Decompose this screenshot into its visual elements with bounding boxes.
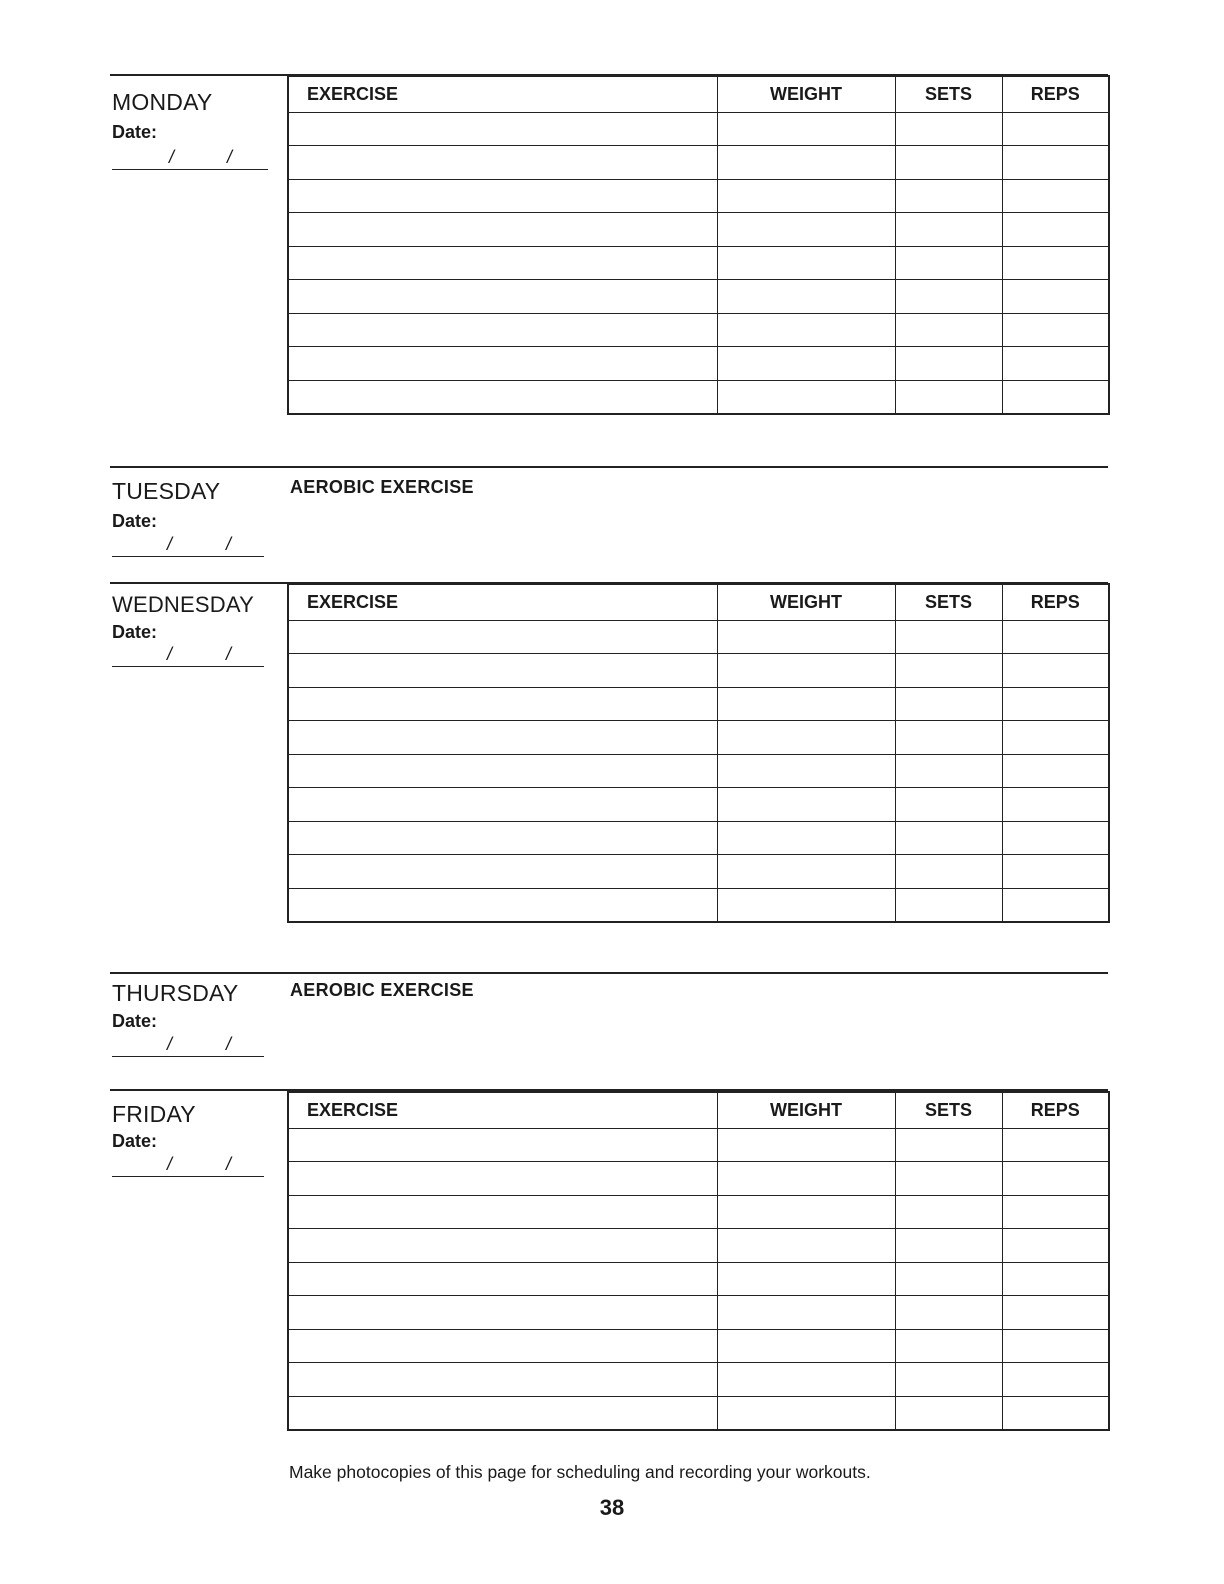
table-row	[288, 179, 1109, 213]
exercise-log-table	[287, 1091, 1110, 1431]
table-header-row	[288, 1092, 1109, 1128]
exercise-cell[interactable]	[288, 280, 717, 314]
weight-header: WEIGHT	[717, 76, 895, 112]
table-row	[288, 1296, 1109, 1330]
date-field[interactable]	[112, 147, 268, 170]
exercise-cell[interactable]	[288, 1229, 717, 1263]
exercise-cell[interactable]	[288, 1128, 717, 1162]
exercise-cell[interactable]	[288, 1195, 717, 1229]
table-row	[288, 1162, 1109, 1196]
date-slash: /	[226, 1034, 232, 1054]
reps-cell[interactable]	[1002, 888, 1109, 922]
date-slash: /	[167, 1154, 173, 1174]
reps-cell[interactable]	[1002, 1363, 1109, 1397]
table-header-row	[288, 76, 1109, 112]
weight-cell[interactable]	[717, 821, 895, 855]
date-slash: /	[227, 147, 233, 167]
exercise-cell[interactable]	[288, 246, 717, 280]
reps-cell[interactable]	[1002, 313, 1109, 347]
date-label: Date:	[112, 1131, 158, 1151]
sets-cell[interactable]	[895, 347, 1002, 381]
weight-cell[interactable]	[717, 1296, 895, 1330]
sets-cell[interactable]	[895, 313, 1002, 347]
exercise-cell[interactable]	[288, 347, 717, 381]
exercise-cell[interactable]	[288, 687, 717, 721]
table-row	[288, 1229, 1109, 1263]
table-row	[288, 213, 1109, 247]
sets-header: SETS	[895, 1092, 1002, 1128]
sets-cell[interactable]	[895, 821, 1002, 855]
monday-section	[110, 74, 1108, 434]
weight-cell[interactable]	[717, 146, 895, 180]
exercise-cell[interactable]	[288, 1329, 717, 1363]
exercise-cell[interactable]	[288, 888, 717, 922]
weight-cell[interactable]	[717, 721, 895, 755]
reps-cell[interactable]	[1002, 687, 1109, 721]
reps-cell[interactable]	[1002, 1396, 1109, 1430]
exercise-cell[interactable]	[288, 1262, 717, 1296]
date-slash: /	[169, 147, 175, 167]
sets-cell[interactable]	[895, 1162, 1002, 1196]
date-label: Date:	[112, 1011, 158, 1031]
date-label: Date:	[112, 511, 158, 531]
sets-cell[interactable]	[895, 855, 1002, 889]
reps-cell[interactable]	[1002, 754, 1109, 788]
weight-cell[interactable]	[717, 1363, 895, 1397]
wednesday-section	[110, 582, 1108, 942]
reps-cell[interactable]	[1002, 788, 1109, 822]
table-row	[288, 821, 1109, 855]
day-title: TUESDAY	[112, 478, 221, 504]
weight-cell[interactable]	[717, 313, 895, 347]
table-row	[288, 1262, 1109, 1296]
table-row	[288, 347, 1109, 381]
exercise-cell[interactable]	[288, 620, 717, 654]
table-row	[288, 246, 1109, 280]
exercise-cell[interactable]	[288, 213, 717, 247]
page-number: 38	[599, 1495, 625, 1520]
reps-cell[interactable]	[1002, 112, 1109, 146]
exercise-header: EXERCISE	[288, 584, 717, 620]
reps-cell[interactable]	[1002, 721, 1109, 755]
reps-cell[interactable]	[1002, 1128, 1109, 1162]
reps-header: REPS	[1002, 584, 1109, 620]
day-title: FRIDAY	[112, 1101, 196, 1127]
exercise-cell[interactable]	[288, 654, 717, 688]
table-row	[288, 146, 1109, 180]
table-row	[288, 788, 1109, 822]
photocopy-note: Make photocopies of this page for scheduling and recording your workouts.	[289, 1462, 871, 1482]
table-row	[288, 1128, 1109, 1162]
table-row	[288, 687, 1109, 721]
weight-cell[interactable]	[717, 855, 895, 889]
weight-cell[interactable]	[717, 754, 895, 788]
reps-cell[interactable]	[1002, 1229, 1109, 1263]
weight-cell[interactable]	[717, 1195, 895, 1229]
weight-header: WEIGHT	[717, 1092, 895, 1128]
section-rule	[110, 972, 1108, 974]
day-title: WEDNESDAY	[112, 592, 254, 617]
sets-cell[interactable]	[895, 1229, 1002, 1263]
sets-cell[interactable]	[895, 1296, 1002, 1330]
weight-cell[interactable]	[717, 1128, 895, 1162]
sets-cell[interactable]	[895, 1363, 1002, 1397]
exercise-cell[interactable]	[288, 146, 717, 180]
sets-header: SETS	[895, 584, 1002, 620]
date-slash: /	[226, 1154, 232, 1174]
date-slash: /	[167, 534, 173, 554]
date-label: Date:	[112, 622, 158, 642]
exercise-header: EXERCISE	[288, 76, 717, 112]
reps-cell[interactable]	[1002, 1162, 1109, 1196]
reps-cell[interactable]	[1002, 821, 1109, 855]
weight-cell[interactable]	[717, 1162, 895, 1196]
reps-cell[interactable]	[1002, 1262, 1109, 1296]
weight-cell[interactable]	[717, 246, 895, 280]
table-row	[288, 855, 1109, 889]
sets-cell[interactable]	[895, 1195, 1002, 1229]
exercise-cell[interactable]	[288, 754, 717, 788]
sets-cell[interactable]	[895, 280, 1002, 314]
exercise-cell[interactable]	[288, 855, 717, 889]
exercise-cell[interactable]	[288, 788, 717, 822]
sets-cell[interactable]	[895, 380, 1002, 414]
aerobic-exercise-label: AEROBIC EXERCISE	[290, 980, 474, 1000]
weight-cell[interactable]	[717, 654, 895, 688]
exercise-cell[interactable]	[288, 1396, 717, 1430]
exercise-cell[interactable]	[288, 179, 717, 213]
exercise-cell[interactable]	[288, 1296, 717, 1330]
sets-cell[interactable]	[895, 246, 1002, 280]
reps-cell[interactable]	[1002, 1296, 1109, 1330]
table-row	[288, 1396, 1109, 1430]
reps-cell[interactable]	[1002, 280, 1109, 314]
aerobic-exercise-label: AEROBIC EXERCISE	[290, 477, 474, 497]
exercise-cell[interactable]	[288, 821, 717, 855]
exercise-log-table	[287, 583, 1110, 923]
sets-header: SETS	[895, 76, 1002, 112]
sets-cell[interactable]	[895, 788, 1002, 822]
date-field[interactable]	[112, 1034, 264, 1057]
reps-cell[interactable]	[1002, 855, 1109, 889]
weight-cell[interactable]	[717, 347, 895, 381]
sets-cell[interactable]	[895, 620, 1002, 654]
weight-cell[interactable]	[717, 380, 895, 414]
sets-cell[interactable]	[895, 1329, 1002, 1363]
exercise-cell[interactable]	[288, 313, 717, 347]
weight-cell[interactable]	[717, 620, 895, 654]
exercise-cell[interactable]	[288, 1162, 717, 1196]
reps-header: REPS	[1002, 76, 1109, 112]
reps-cell[interactable]	[1002, 347, 1109, 381]
weight-cell[interactable]	[717, 280, 895, 314]
date-slash: /	[167, 1034, 173, 1054]
reps-cell[interactable]	[1002, 146, 1109, 180]
weight-cell[interactable]	[717, 213, 895, 247]
friday-section	[110, 1089, 1108, 1449]
sets-cell[interactable]	[895, 146, 1002, 180]
sets-cell[interactable]	[895, 687, 1002, 721]
date-label: Date:	[112, 122, 158, 142]
reps-cell[interactable]	[1002, 1195, 1109, 1229]
thursday-section	[110, 972, 1108, 1072]
table-row	[288, 380, 1109, 414]
date-field[interactable]	[112, 644, 264, 667]
date-slash: /	[226, 644, 232, 664]
day-title: THURSDAY	[112, 980, 239, 1006]
exercise-cell[interactable]	[288, 1363, 717, 1397]
sets-cell[interactable]	[895, 721, 1002, 755]
day-title: MONDAY	[112, 89, 213, 115]
date-field[interactable]	[112, 1154, 264, 1177]
weight-cell[interactable]	[717, 1229, 895, 1263]
weight-header: WEIGHT	[717, 584, 895, 620]
exercise-cell[interactable]	[288, 380, 717, 414]
weight-cell[interactable]	[717, 1329, 895, 1363]
reps-cell[interactable]	[1002, 380, 1109, 414]
section-rule	[110, 466, 1108, 468]
weight-cell[interactable]	[717, 1396, 895, 1430]
table-header-row	[288, 584, 1109, 620]
table-row	[288, 620, 1109, 654]
table-row	[288, 280, 1109, 314]
reps-cell[interactable]	[1002, 179, 1109, 213]
exercise-cell[interactable]	[288, 721, 717, 755]
sets-cell[interactable]	[895, 1396, 1002, 1430]
reps-cell[interactable]	[1002, 213, 1109, 247]
table-row	[288, 721, 1109, 755]
date-slash: /	[226, 534, 232, 554]
table-row	[288, 1195, 1109, 1229]
sets-cell[interactable]	[895, 888, 1002, 922]
exercise-cell[interactable]	[288, 112, 717, 146]
exercise-header: EXERCISE	[288, 1092, 717, 1128]
exercise-log-table	[287, 75, 1110, 415]
weight-cell[interactable]	[717, 1262, 895, 1296]
table-row	[288, 888, 1109, 922]
table-row	[288, 654, 1109, 688]
weight-cell[interactable]	[717, 888, 895, 922]
tuesday-section	[110, 466, 1108, 566]
weight-cell[interactable]	[717, 112, 895, 146]
table-row	[288, 313, 1109, 347]
sets-cell[interactable]	[895, 1262, 1002, 1296]
sets-cell[interactable]	[895, 1128, 1002, 1162]
reps-cell[interactable]	[1002, 1329, 1109, 1363]
table-row	[288, 754, 1109, 788]
date-field[interactable]	[112, 534, 264, 557]
table-row	[288, 112, 1109, 146]
sets-cell[interactable]	[895, 179, 1002, 213]
reps-cell[interactable]	[1002, 654, 1109, 688]
weight-cell[interactable]	[717, 687, 895, 721]
sets-cell[interactable]	[895, 654, 1002, 688]
reps-header: REPS	[1002, 1092, 1109, 1128]
weight-cell[interactable]	[717, 179, 895, 213]
weight-cell[interactable]	[717, 788, 895, 822]
table-row	[288, 1329, 1109, 1363]
date-slash: /	[167, 644, 173, 664]
sets-cell[interactable]	[895, 754, 1002, 788]
table-row	[288, 1363, 1109, 1397]
reps-cell[interactable]	[1002, 620, 1109, 654]
sets-cell[interactable]	[895, 213, 1002, 247]
sets-cell[interactable]	[895, 112, 1002, 146]
reps-cell[interactable]	[1002, 246, 1109, 280]
